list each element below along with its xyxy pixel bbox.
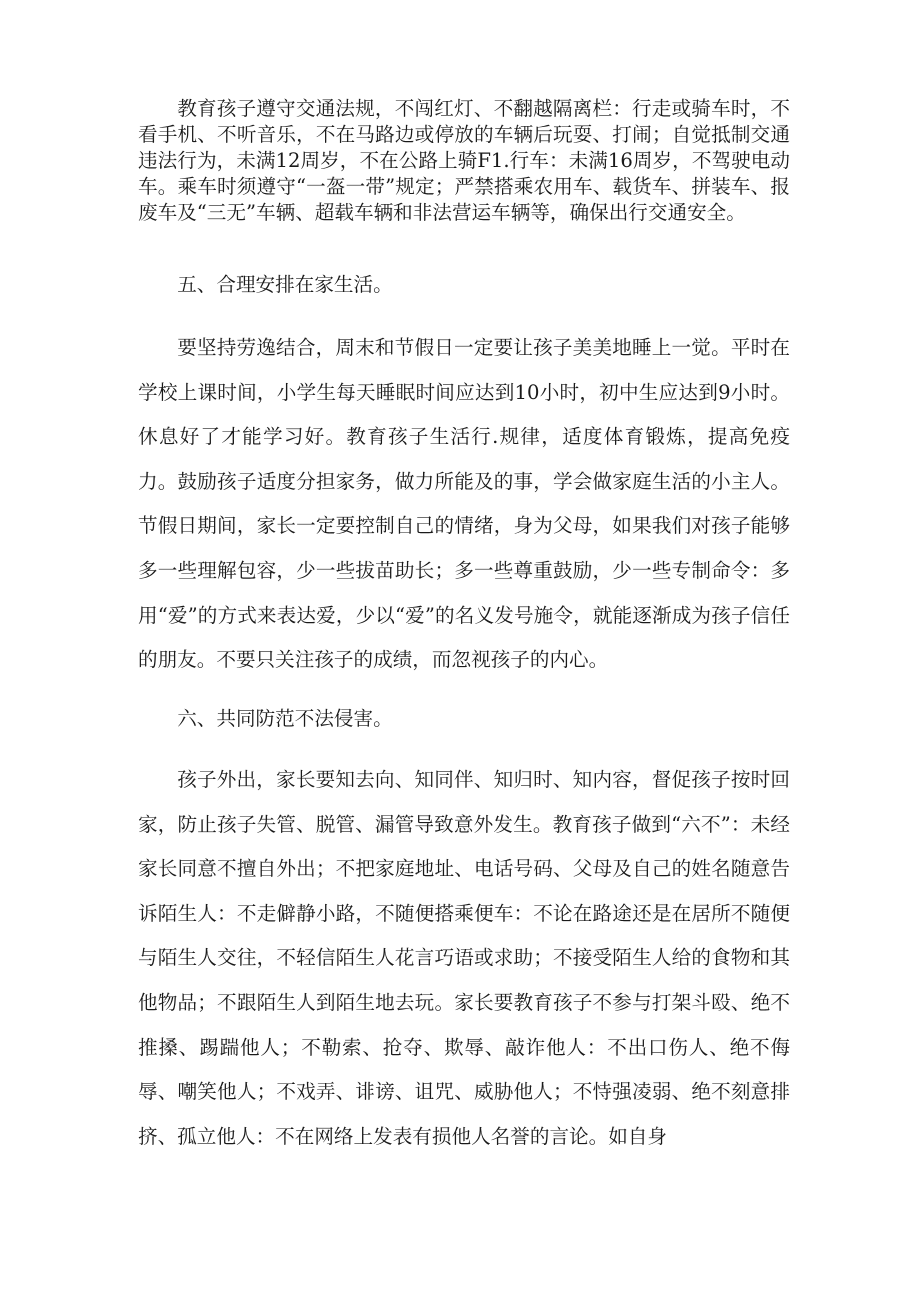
section-6-heading: 六、共同防范不法侵害。 [177, 707, 393, 730]
illegal-harm-paragraph: 孩子外出，家长要知去向、知同伴、知归时、知内容，督促孩子按时回家，防止孩子失管、脱管、漏管导致意外发生。教育孩子做到“六不”：未经家长同意不擅自外出；不把家庭地址、电话号码、父母及自己的姓名随意告诉陌生人：不走僻静小路，不随便搭乘便车：不论在路途还是在居所不随便与陌生人交往，不轻信陌生人花言巧语或求助；不接受陌生人给的食物和其他物品；不跟陌生人到陌生地去玩。家长要教育孩子不参与打架斗殴、绝不推搡、踢踹他人；不勒索、抢夺、欺辱、敲诈他人：不出口伤人、绝不侮辱、嘲笑他人；不戏弄、诽谤、诅咒、威胁他人；不恃强凌弱、绝不刻意排挤、孤立他人：不在网络上发表有损他人名誉的言论。如自身 [138, 768, 790, 1148]
section-5-heading: 五、合理安排在家生活。 [177, 273, 393, 296]
traffic-safety-paragraph: 教育孩子遵守交通法规，不闯红灯、不翻越隔离栏：行走或骑车时，不看手机、不听音乐，不在马路边或停放的车辆后玩耍、打闹；自觉抵制交通违法行为，未满12周岁，不在公路上骑F1.行车：未满16周岁，不驾驶电动车。乘车时须遵守“一盔一带”规定；严禁搭乘农用车、载货车、拼装车、报废车及“三无”车辆、超载车辆和非法营运车辆等，确保出行交通安全。 [138, 97, 790, 224]
home-life-paragraph: 要坚持劳逸结合，周末和节假日一定要让孩子美美地睡上一觉。平时在学校上课时间，小学生每天睡眠时间应达到10小时，初中生应达到9小时。休息好了才能学习好。教育孩子生活行.规律，适度体育锻炼，提高免疫力。鼓励孩子适度分担家务，做力所能及的事，学会做家庭生活的小主人。节假日期间，家长一定要控制自己的情绪，身为父母，如果我们对孩子能够多一些理解包容，少一些拔苗助长；多一些尊重鼓励，少一些专制命令：多用“爱”的方式来表达爱，少以“爱”的名义发号施令，就能逐渐成为孩子信任的朋友。不要只关注孩子的成绩，而忽视孩子的内心。 [138, 336, 790, 672]
